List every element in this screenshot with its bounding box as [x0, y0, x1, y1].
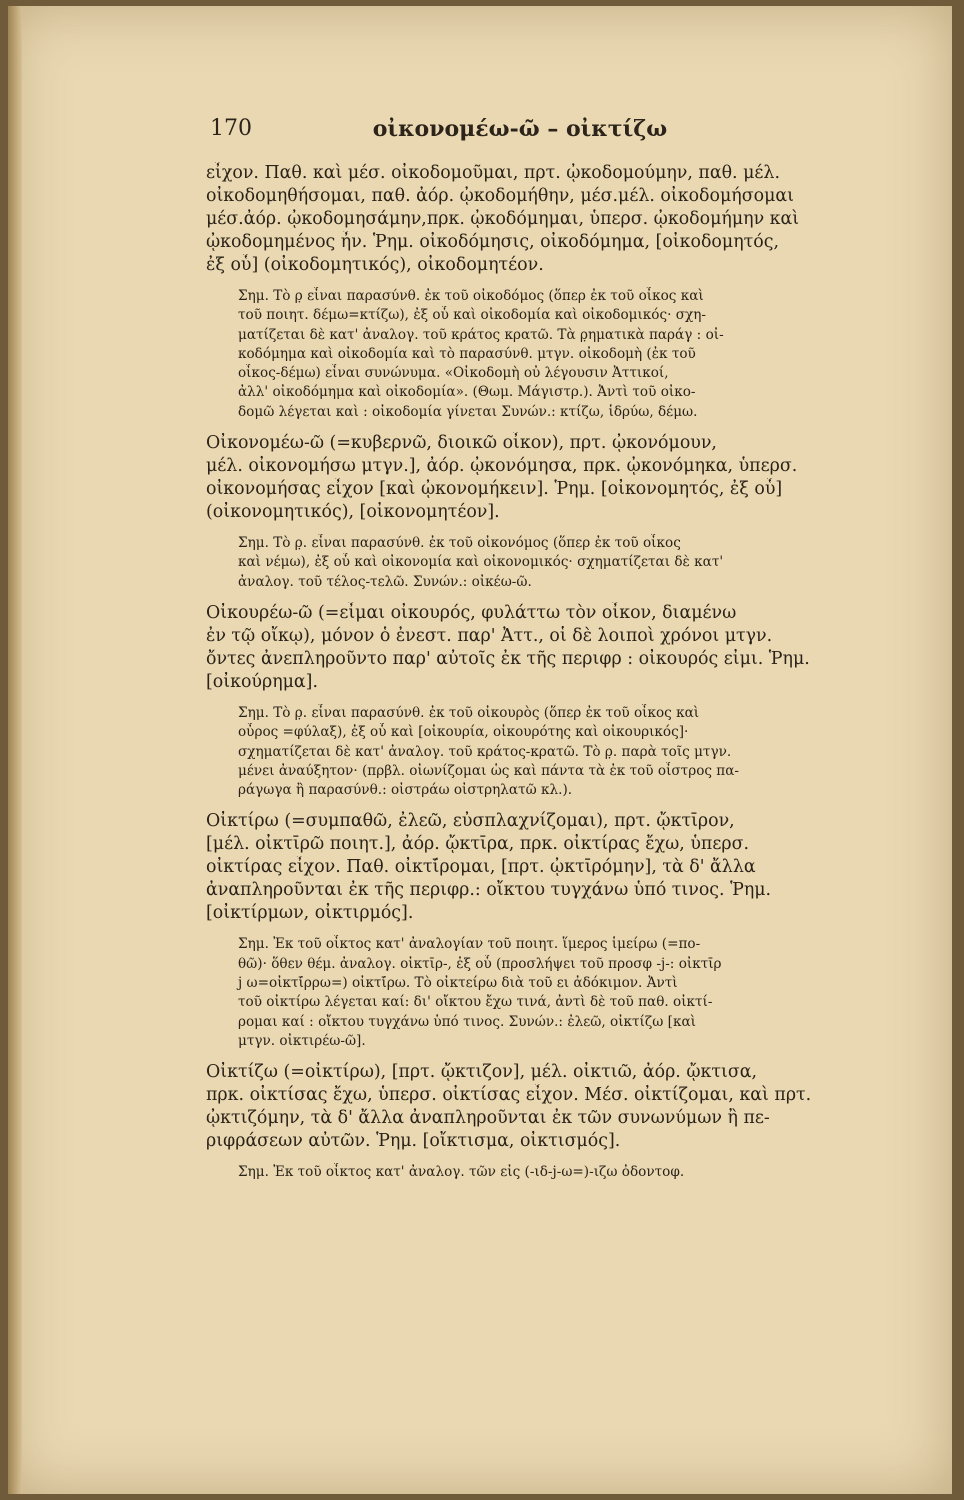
- text-line: (οἰκονομητικός), [οἰκονομητέον].: [206, 502, 500, 523]
- text-line: ἀλλ' οἰκοδόμημα καὶ οἰκοδομία». (Θωμ. Μάγιστρ.). Ἀντὶ τοῦ οἰκο-: [238, 384, 696, 401]
- text-line: καὶ νέμω), ἐξ οὗ καὶ οἰκονομία καὶ οἰκονομικός· σχηματίζεται δὲ κατ': [238, 554, 724, 571]
- running-head: οἰκονομέω-ῶ – οἰκτίζω: [372, 116, 668, 142]
- entry-paragraph: [206, 810, 918, 925]
- text-line: εἶχον. Παθ. καὶ μέσ. οἰκοδομοῦμαι, πρτ. ᾠκοδομούμην, παθ. μέλ.: [206, 163, 780, 183]
- text-line: Οἰκτίρω (=συμπαθῶ, ἐλεῶ, εὐσπλαχνίζομαι), πρτ. ᾤκτῑρον,: [206, 811, 735, 832]
- text-line: [μέλ. οἰκτῑρῶ ποιητ.], ἀόρ. ᾤκτῑρα, πρκ. οἰκτίρας ἔχω, ὑπερσ.: [206, 834, 749, 855]
- text-line: μένει ἀναύξητον· (πρβλ. οἰωνίζομαι ὡς καὶ πάντα τὰ ἐκ τοῦ οἶστρος πα-: [238, 762, 740, 779]
- text-line: Σημ. Τὸ ρ̣. εἶναι παρασύνθ. ἐκ τοῦ οἰκονόμος (ὅπερ ἐκ τοῦ οἶκος: [238, 535, 681, 552]
- text-line: Σημ. Ἐκ τοῦ οἶκτος κατ' ἀναλογ. τῶν εἰς (-ιδ-j-ω=)-ιζω ὀδοντοφ.: [238, 1164, 685, 1181]
- text-line: ρομαι καί : οἴκτου τυγχάνω ὑπό τινος. Συνών.: ἐλεῶ, οἰκτίζω [καὶ: [238, 1013, 696, 1030]
- text-line: ᾠκτιζόμην, τὰ δ' ἄλλα ἀναπληροῦνται ἐκ τῶν συνωνύμων ἢ πε-: [206, 1108, 770, 1129]
- text-line: μέσ.ἀόρ. ᾠκοδομησάμην,πρκ. ᾠκοδόμημαι, ὑπερσ. ᾠκοδομήμην καὶ: [206, 209, 800, 229]
- entry-paragraph: [206, 432, 918, 524]
- text-line: κοδόμημα καὶ οἰκοδομία καὶ τὸ παρασύνθ. μτγν. οἰκοδομὴ (ἐκ τοῦ: [238, 345, 696, 362]
- entry-paragraph: [206, 602, 918, 694]
- text-line: οἰκονομήσας εἶχον [καὶ ᾠκονομήκειν]. Ῥημ. [οἰκονομητός, ἐξ οὗ]: [206, 479, 783, 500]
- text-line: ματίζεται δὲ κατ' ἀναλογ. τοῦ κράτος κρατῶ. Τὰ ρ̣ηματικὰ παράγ : οἰ-: [238, 326, 724, 343]
- text-line: ἀναπληροῦνται ἐκ τῆς περιφρ.: οἴκτου τυγχάνω ὑπό τινος. Ῥημ.: [206, 880, 772, 901]
- page-header: [8, 116, 952, 156]
- text-line: ὄντες ἀνεπληροῦντο παρ' αὐτοῖς ἐκ τῆς περιφρ : οἰκουρός εἰμι. Ῥημ.: [206, 648, 810, 669]
- text-line: ᾠκοδομημένος ἦν. Ῥημ. οἰκοδόμησις, οἰκοδόμημα, [οἰκοδομητός,: [206, 232, 779, 252]
- text-line: j ω=οἰκτῑ́ρρω=) οἰκτῑ́ρω. Τὸ οἰκτείρω διὰ τοῦ ει ἀδόκιμον. Ἀντὶ: [238, 975, 678, 992]
- entry-paragraph: [206, 1061, 918, 1153]
- text-line: πρκ. οἰκτίσας ἔχω, ὑπερσ. οἰκτίσας εἶχον. Μέσ. οἰκτίζομαι, καὶ πρτ.: [206, 1085, 812, 1106]
- text-line: Οἰκτίζω (=οἰκτίρω), [πρτ. ᾤκτιζον], μέλ. οἰκτιῶ, ἀόρ. ᾤκτισα,: [206, 1062, 757, 1083]
- text-line: σχηματίζεται δὲ κατ' ἀναλογ. τοῦ κράτος-κρατῶ. Τὸ ρ̣. παρὰ τοῖς μτγν.: [238, 743, 732, 760]
- entry-paragraph: [206, 162, 918, 277]
- text-line: θῶ)· ὅθεν θέμ. ἀναλογ. οἰκτῑρ-, ἐξ οὗ (προσλήψει τοῦ προσφ -j-: οἰκτῑρ: [238, 955, 722, 972]
- text-line: ἀναλογ. τοῦ τέλος-τελῶ. Συνών.: οἰκέω-ῶ.: [238, 573, 532, 590]
- note-paragraph: [206, 704, 918, 800]
- text-line: μτγν. οἰκτιρέω-ῶ].: [238, 1032, 366, 1049]
- note-paragraph: [206, 287, 918, 422]
- text-line: οἶκος-δέμω) εἶναι συνώνυμα. «Οἰκοδομὴ οὐ λέγουσιν Ἀττικοί,: [238, 365, 669, 382]
- text-line: Σημ. Τὸ ρ̣ εἶναι παρασύνθ. ἐκ τοῦ οἰκοδόμος (ὅπερ ἐκ τοῦ οἶκος καὶ: [238, 288, 704, 304]
- text-line: ριφράσεων αὐτῶν. Ῥημ. [οἴκτισμα, οἰκτισμός].: [206, 1131, 621, 1152]
- text-line: ἐξ οὗ] (οἰκοδομητικός), οἰκοδομητέον.: [206, 255, 544, 275]
- text-line: οὖρος =φύλαξ), ἐξ οὗ καὶ [οἰκουρία, οἰκουρότης καὶ οἰκουρικός]·: [238, 724, 689, 741]
- text-line: [οἰκούρημα].: [206, 671, 318, 692]
- text-line: Οἰκουρέω-ῶ (=εἶμαι οἰκουρός, φυλάττω τὸν οἶκον, διαμένω: [206, 602, 737, 623]
- text-line: [οἰκτίρμων, οἰκτιρμός].: [206, 903, 414, 924]
- note-paragraph: [206, 935, 918, 1051]
- note-paragraph: [206, 534, 918, 592]
- dictionary-content: [206, 162, 918, 1193]
- text-line: δομῶ λέγεται καὶ : οἰκοδομία γίνεται Συνών.: κτίζω, ἱδρύω, δέμω.: [238, 403, 698, 420]
- text-line: Οἰκονομέω-ῶ (=κυβερνῶ, διοικῶ οἶκον), πρτ. ᾠκονόμουν,: [206, 433, 717, 454]
- note-paragraph: [206, 1163, 918, 1182]
- text-line: τοῦ ποιητ. δέμω=κτίζω), ἐξ οὗ καὶ οἰκοδομία καὶ οἰκοδομικός· σχη-: [238, 307, 706, 324]
- text-line: ἐν τῷ οἴκῳ), μόνον ὁ ἐνεστ. παρ' Ἀττ., οἱ δὲ λοιποὶ χρόνοι μτγν.: [206, 625, 773, 646]
- text-line: ράγωγα ἢ παρασύνθ.: οἰστράω οἰστρηλατῶ κλ.).: [238, 782, 573, 799]
- text-line: οἰκτίρας εἶχον. Παθ. οἰκτῑ́ρομαι, [πρτ. ᾠκτῑρόμην], τὰ δ' ἄλλα: [206, 857, 756, 878]
- text-line: Σημ. Ἐκ τοῦ οἶκτος κατ' ἀναλογίαν τοῦ ποιητ. ἵμερος ἱμείρω (=πο-: [238, 936, 701, 953]
- page-number: 170: [210, 116, 252, 141]
- page-spine-shadow: [8, 6, 22, 1494]
- book-page: [8, 6, 952, 1494]
- text-line: τοῦ οἰκτίρω λέγεται καί: δι' οἴκτου ἔχω τινά, ἀντὶ δὲ τοῦ παθ. οἰκτί-: [238, 994, 713, 1011]
- text-line: Σημ. Τὸ ρ̣. εἶναι παρασύνθ. ἐκ τοῦ οἰκουρὸς (ὅπερ ἐκ τοῦ οἶκος καὶ: [238, 704, 700, 721]
- text-line: οἰκοδομηθήσομαι, παθ. ἀόρ. ᾠκοδομήθην, μέσ.μέλ. οἰκοδομήσομαι: [206, 186, 794, 206]
- text-line: μέλ. οἰκονομήσω μτγν.], ἀόρ. ᾠκονόμησα, πρκ. ᾠκονόμηκα, ὑπερσ.: [206, 456, 798, 477]
